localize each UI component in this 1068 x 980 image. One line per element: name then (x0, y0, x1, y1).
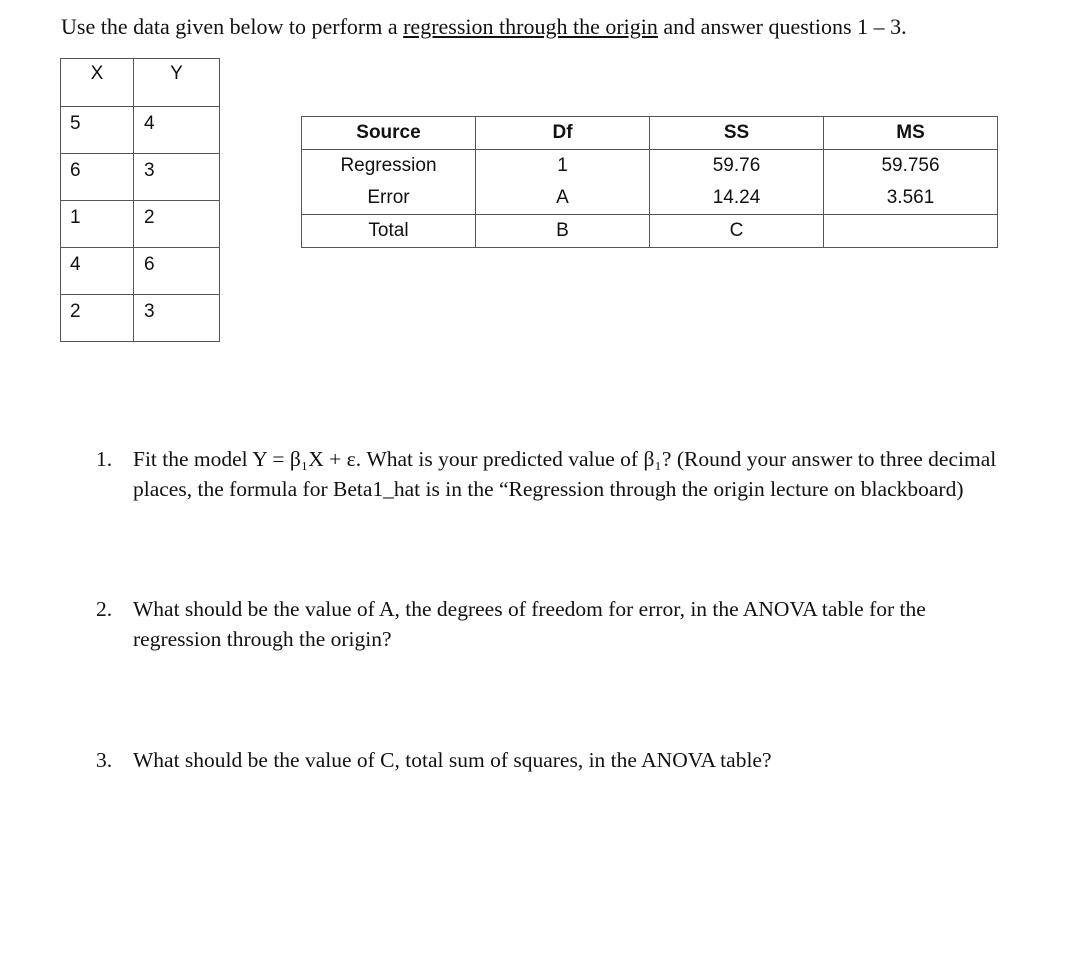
anova-header-row (302, 117, 998, 150)
table-row (61, 248, 220, 295)
instructions-text-end: and answer questions 1 – 3. (657, 14, 907, 39)
y-value: 3 (134, 154, 220, 201)
y-value: 2 (134, 201, 220, 248)
anova-table (301, 116, 998, 248)
y-value: 3 (134, 295, 220, 342)
table-row (61, 295, 220, 342)
source-cell: Error (302, 182, 476, 215)
instructions-underlined-phrase: regression through the origin (403, 14, 658, 39)
df-header: Df (476, 117, 650, 150)
question-text: What should be the value of A, the degrees of freedom for error, in the ANOVA table for the regression through the origin? (133, 597, 926, 651)
y-value: 4 (134, 107, 220, 154)
x-value: 1 (61, 201, 134, 248)
instructions (61, 14, 907, 40)
ss-header: SS (650, 117, 824, 150)
ms-cell (824, 215, 998, 248)
xy-data-table (60, 58, 220, 342)
anova-row-error (302, 182, 998, 215)
df-cell: 1 (476, 150, 650, 183)
df-cell: A (476, 182, 650, 215)
ss-cell: C (650, 215, 824, 248)
x-column-header: X (61, 59, 134, 107)
source-header: Source (302, 117, 476, 150)
x-value: 5 (61, 107, 134, 154)
table-row (61, 154, 220, 201)
anova-row-total (302, 215, 998, 248)
table-row (61, 107, 220, 154)
df-cell: B (476, 215, 650, 248)
question-text: Fit the model Y = β₁X + ε. What is your predicted value of β₁? (Round your answer to three decimal places, the formula for Beta1_hat is in the “Regression through the origin lecture on blackboard) (133, 447, 997, 501)
instructions-text-start: Use the data given below to perform a (61, 14, 404, 39)
question-2 (96, 594, 1016, 654)
xy-header-row (61, 59, 220, 107)
ms-header: MS (824, 117, 998, 150)
question-number: 3. (96, 748, 113, 772)
question-1 (96, 444, 1016, 504)
ss-cell: 59.76 (650, 150, 824, 183)
ms-cell: 59.756 (824, 150, 998, 183)
ms-cell: 3.561 (824, 182, 998, 215)
x-value: 4 (61, 248, 134, 295)
x-value: 6 (61, 154, 134, 201)
table-row (61, 201, 220, 248)
question-text: What should be the value of C, total sum of squares, in the ANOVA table? (133, 748, 772, 772)
ss-cell: 14.24 (650, 182, 824, 215)
source-cell: Regression (302, 150, 476, 183)
x-value: 2 (61, 295, 134, 342)
source-cell: Total (302, 215, 476, 248)
question-number: 1. (96, 447, 113, 471)
y-column-header: Y (134, 59, 220, 107)
question-number: 2. (96, 597, 113, 621)
y-value: 6 (134, 248, 220, 295)
anova-row-regression (302, 150, 998, 183)
question-3 (96, 745, 1016, 775)
